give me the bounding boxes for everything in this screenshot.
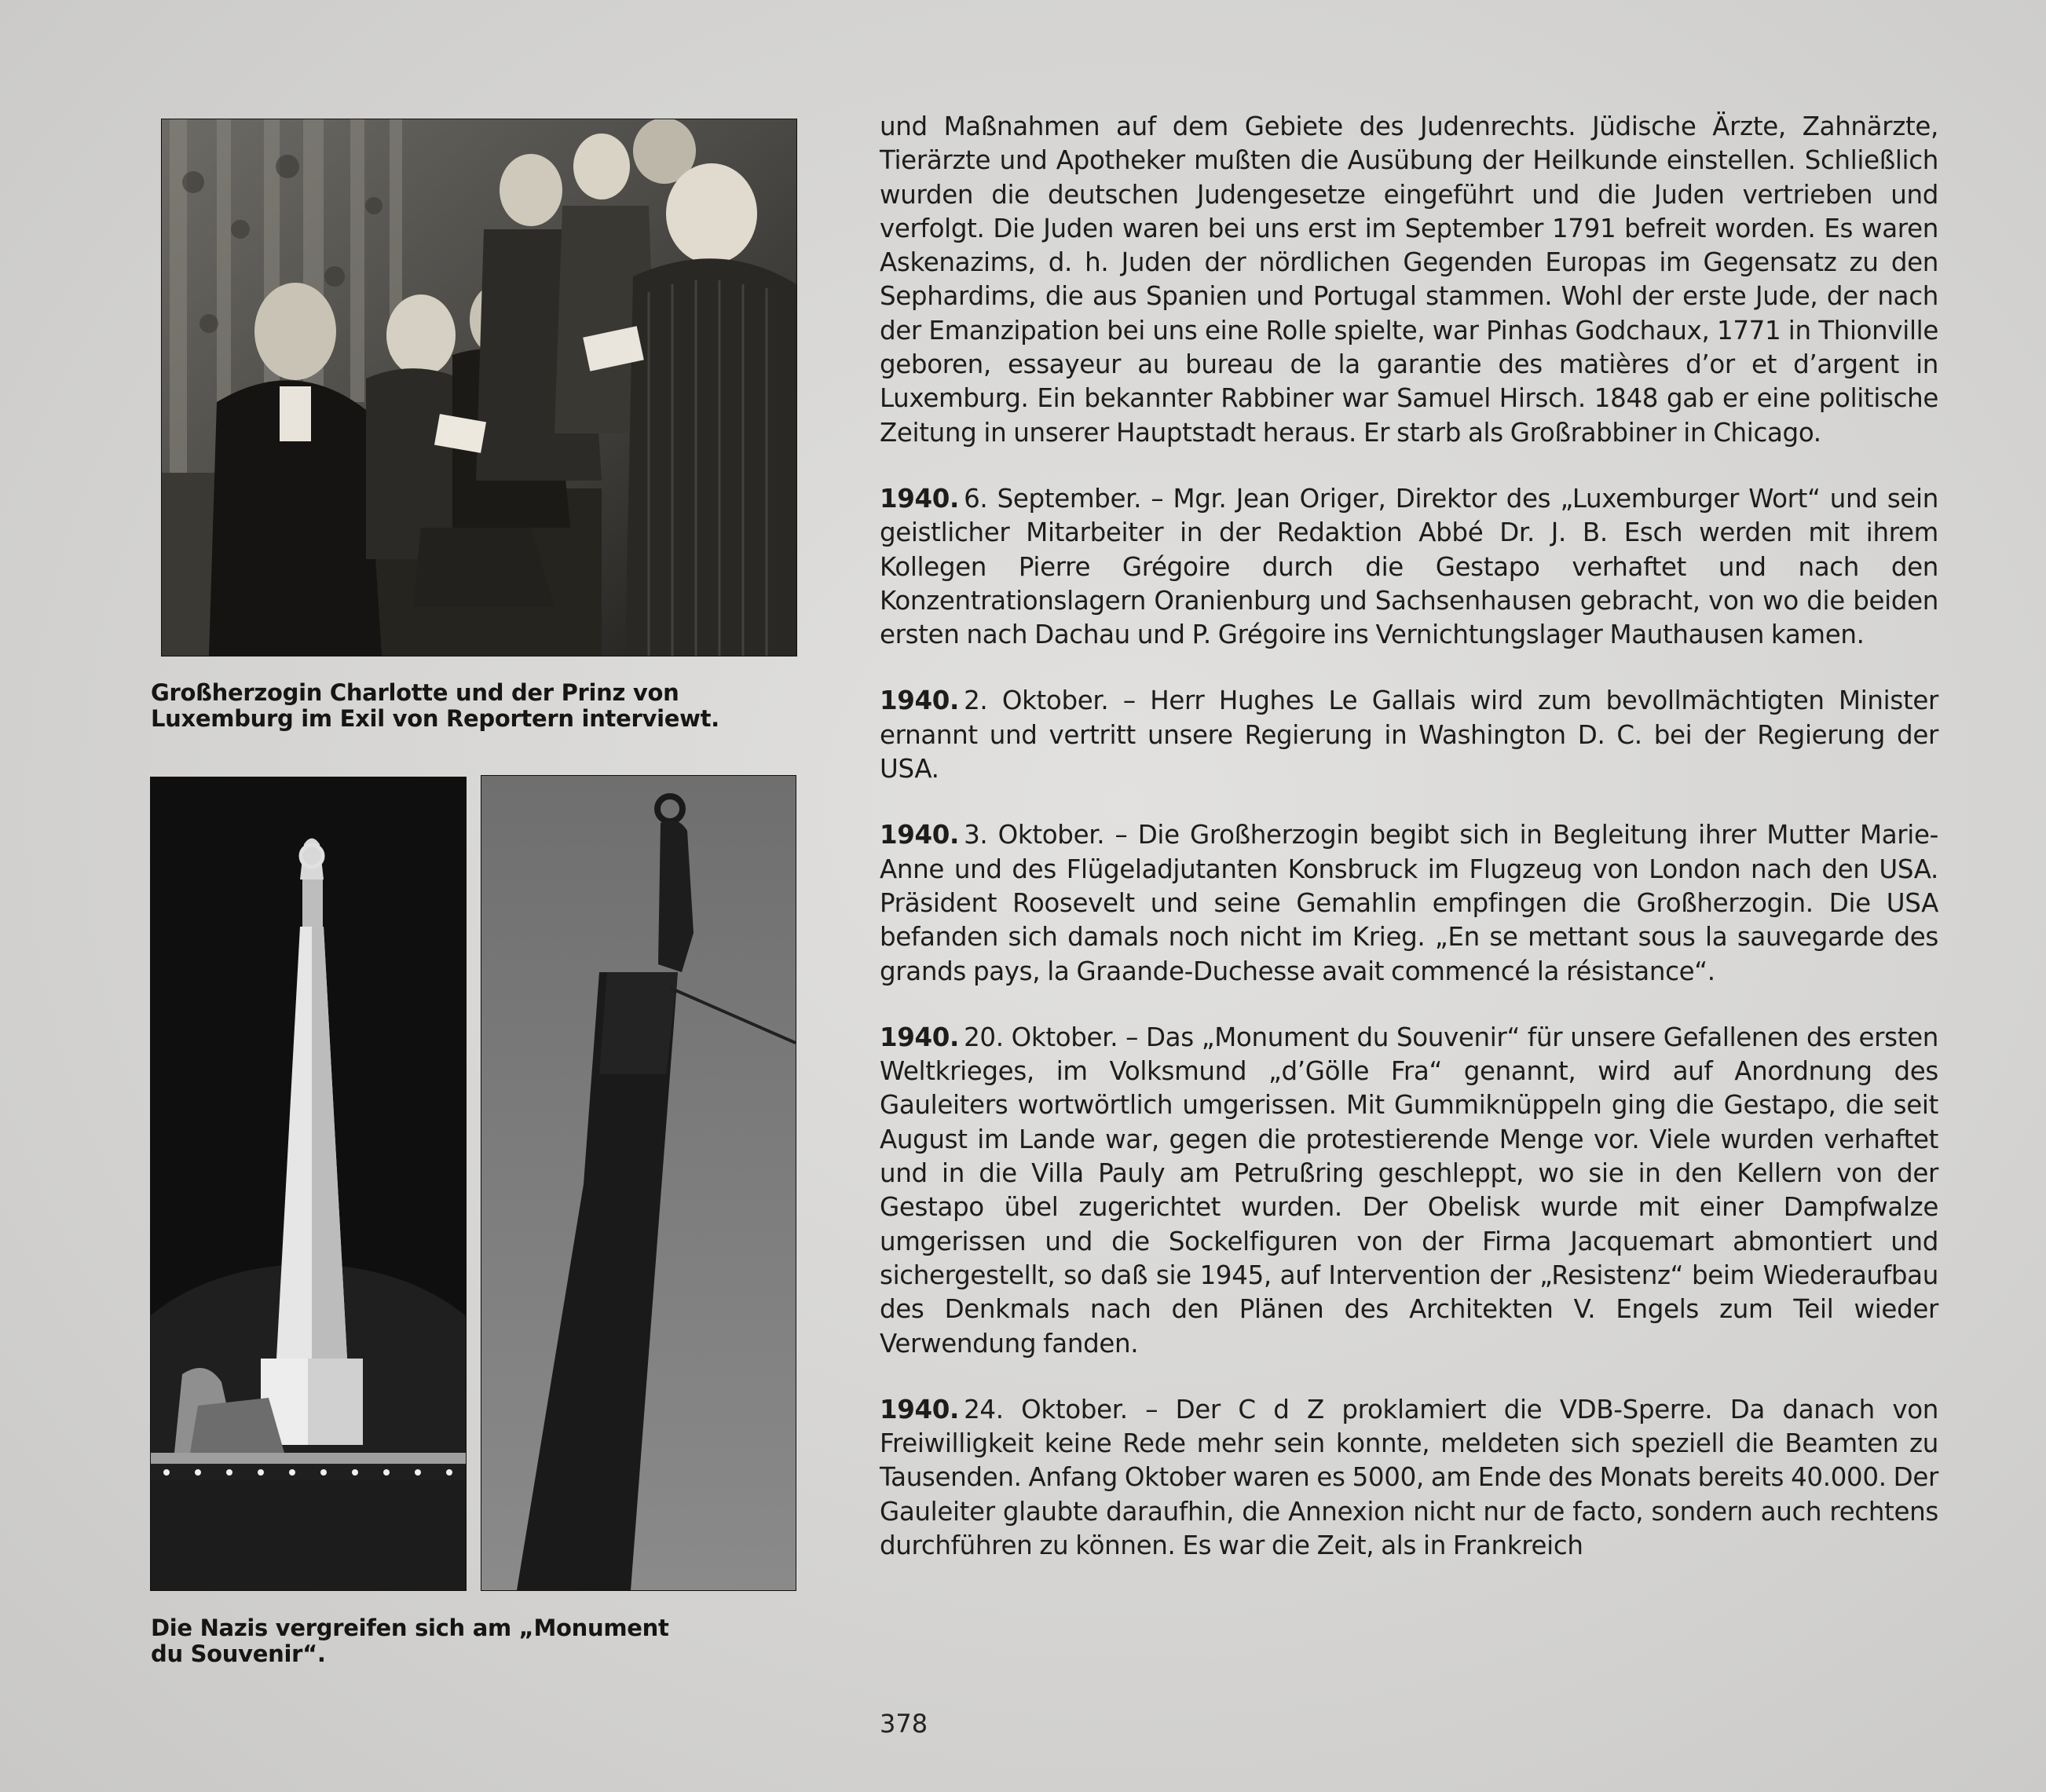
entry-text: 6. September. – Mgr. Jean Origer, Direktor des „Luxemburger Wort“ und sein geistlicher Mitarbeiter in der Redaktion Abbé Dr. J. B. Esch werden mit ihrem Kollegen Pierre Grégoire durch die Gestapo verhaftet und nach den Konzentrationslagern Oranienburg und Sachsenhausen gebracht, von wo die beiden ersten nach Dachau und P. Grégoire ins Vernichtungslager Mauthausen kamen. — [880, 483, 1938, 650]
entry-text: 2. Oktober. – Herr Hughes Le Gallais wird zum bevollmächtigten Minister ernannt und vertritt unsere Regierung in Washington D. C. bei der Regierung der USA. — [880, 686, 1938, 784]
caption-monument-photos: Die Nazis vergreifen sich am „Monument du Souvenir“. — [151, 1615, 669, 1667]
entry-1940-09-06 — [880, 482, 1938, 652]
entry-1940-10-24 — [880, 1393, 1938, 1563]
photo-monument-night — [151, 777, 466, 1590]
entry-1940-10-03 — [880, 818, 1938, 988]
photo-grand-duchess-interview — [162, 119, 796, 656]
entry-1940-10-20 — [880, 1021, 1938, 1361]
entry-year: 1940. — [880, 1394, 960, 1424]
photo-monument-shadow — [481, 776, 796, 1590]
entry-year: 1940. — [880, 686, 960, 716]
main-text-column — [880, 110, 1938, 1563]
entry-text: 3. Oktober. – Die Großherzogin begibt sich in Begleitung ihrer Mutter Marie-Anne und des Flügeladjutanten Konsbruck im Flugzeug von London nach den USA. Präsident Roosevelt und seine Gemahlin empfingen die Großherzogin. Die USA befanden sich damals noch nicht im Krieg. „En se mettant sous la sauvegarde des grands pays, la Graande-Duchesse avait commencé la résistance“. — [880, 820, 1938, 986]
entry-text: 24. Oktober. – Der C d Z proklamiert die VDB-Sperre. Da danach von Freiwilligkeit keine Rede mehr sein konnte, meldeten sich speziell die Beamten zu Tausenden. Anfang Oktober waren es 5000, am Ende des Monats bereits 40.000. Der Gauleiter glaubte daraufhin, die Annexion nicht nur de facto, sondern auch rechtens durchführen zu können. Es war die Zeit, als in Frankreich — [880, 1394, 1938, 1560]
entry-text: 20. Oktober. – Das „Monument du Souvenir“ für unsere Gefallenen des ersten Weltkrieges, im Volksmund „d’Gölle Fra“ genannt, wird auf Anordnung des Gauleiters wortwörtlich umgerissen. Mit Gummiknüppeln ging die Gestapo, die seit August im Lande war, gegen die protestierende Menge vor. Viele wurden verhaftet und in die Villa Pauly am Petrußring geschleppt, wo sie in den Kellern von der Gestapo übel zugerichtet wurden. Der Obelisk wurde mit einer Dampfwalze umgerissen und die Sockelfiguren von der Firma Jacquemart abmontiert und sichergestellt, so daß sie 1945, auf Intervention der „Resistenz“ beim Wiederaufbau des Denkmals nach den Plänen des Architekten V. Engels zum Teil wieder Verwendung fanden. — [880, 1022, 1938, 1359]
caption-interview-photo: Großherzogin Charlotte und der Prinz von Luxemburg im Exil von Reportern interviewt. — [151, 679, 719, 732]
intro-paragraph: und Maßnahmen auf dem Gebiete des Judenrechts. Jüdische Ärzte, Zahnärzte, Tierärzte und Apotheker mußten die Ausübung der Heilkunde einstellen. Schließlich wurden die deutschen Judengesetze eingeführt und die Juden vertrieben und verfolgt. Die Juden waren bei uns erst im September 1791 befreit worden. Es waren Askenazims, d. h. Juden der nördlichen Gegenden Europas im Gegensatz zu den Sephardims, die aus Spanien und Portugal stammen. Wohl der erste Jude, der nach der Emanzipation bei uns eine Rolle spielte, war Pinhas Godchaux, 1771 in Thionville geboren, essayeur au bureau de la garantie des matières d’or et d’argent in Luxemburg. Ein bekannter Rabbiner war Samuel Hirsch. 1848 gab er eine politische Zeitung in unserer Hauptstadt heraus. Er starb als Großrabbiner in Chicago. — [880, 112, 1938, 448]
entry-year: 1940. — [880, 820, 960, 850]
entry-1940-10-02 — [880, 684, 1938, 786]
page-number: 378 — [880, 1709, 928, 1739]
entry-year: 1940. — [880, 483, 960, 514]
entry-year: 1940. — [880, 1022, 960, 1052]
